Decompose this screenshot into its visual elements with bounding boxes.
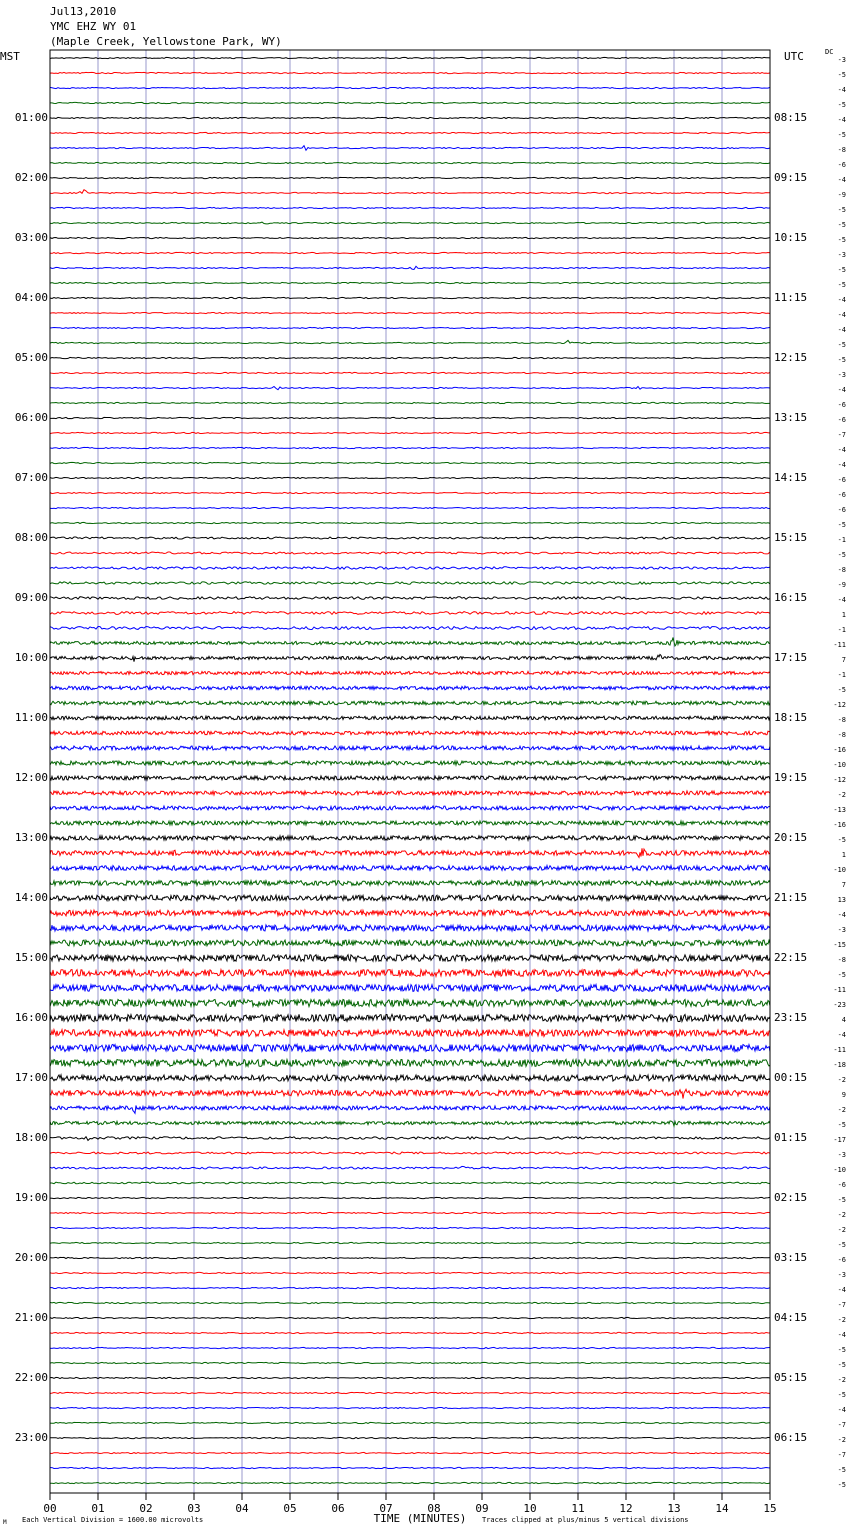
x-tick-label: 01 (91, 1502, 105, 1515)
seismic-trace (50, 266, 770, 269)
dc-offset-value: -11 (833, 1046, 846, 1054)
seismic-trace (50, 1302, 770, 1303)
dc-offset-value: -10 (833, 866, 846, 874)
dc-offset-value: -7 (837, 431, 846, 439)
dc-offset-value: -2 (837, 1211, 846, 1219)
dc-offset-value: -23 (833, 1001, 846, 1009)
seismic-trace (50, 567, 770, 569)
dc-offset-value: -4 (837, 461, 846, 469)
dc-offset-value: -6 (837, 506, 846, 514)
dc-offset-value: -8 (837, 731, 846, 739)
seismic-trace (50, 701, 770, 705)
x-tick-label: 11 (571, 1502, 585, 1515)
seismic-trace (50, 686, 770, 690)
seismic-trace (50, 222, 770, 224)
seismic-trace (50, 312, 770, 313)
mst-hour-label: 23:00 (14, 1431, 48, 1444)
dc-offset-value: -8 (837, 566, 846, 574)
mst-hour-label: 07:00 (14, 471, 48, 484)
seismic-trace (50, 477, 770, 478)
seismic-trace (50, 327, 770, 328)
dc-offset-value: -6 (837, 161, 846, 169)
dc-offset-value: 4 (841, 1016, 846, 1024)
dc-offset-value: -5 (837, 341, 846, 349)
seismic-trace (50, 117, 770, 118)
seismic-trace (50, 297, 770, 299)
dc-offset-value: -4 (837, 446, 846, 454)
clip-note: Traces clipped at plus/minus 5 vertical divisions (482, 1516, 689, 1524)
seismic-trace (50, 537, 770, 539)
seismic-trace (50, 836, 770, 840)
dc-offset-value: -5 (837, 521, 846, 529)
seismic-trace (50, 881, 770, 886)
seismic-trace (50, 1014, 770, 1021)
seismic-trace (50, 1392, 770, 1393)
mst-hour-label: 16:00 (14, 1011, 48, 1024)
x-tick-label: 15 (763, 1502, 777, 1515)
mst-hour-label: 09:00 (14, 591, 48, 604)
dc-offset-value: -6 (837, 491, 846, 499)
dc-offset-value: -4 (837, 116, 846, 124)
dc-offset-value: -8 (837, 956, 846, 964)
header-station: YMC EHZ WY 01 (50, 20, 137, 33)
seismic-trace (50, 1197, 770, 1198)
x-tick-label: 10 (523, 1502, 537, 1515)
seismic-trace (50, 1482, 770, 1483)
dc-offset-value: -5 (837, 1196, 846, 1204)
dc-offset-value: 9 (841, 1091, 846, 1099)
dc-offset-value: 1 (841, 611, 846, 619)
utc-hour-label: 09:15 (774, 171, 808, 184)
x-tick-label: 09 (475, 1502, 489, 1515)
seismic-trace (50, 340, 770, 343)
seismic-trace (50, 1121, 770, 1126)
dc-offset-value: 7 (841, 656, 846, 664)
utc-hour-label: 06:15 (774, 1431, 808, 1444)
x-axis-ticks (50, 1493, 770, 1500)
seismic-trace (50, 432, 770, 433)
dc-offset-value: -5 (837, 1121, 846, 1129)
seismic-trace (50, 612, 770, 615)
seismic-trace (50, 1437, 770, 1438)
mst-hour-label: 13:00 (14, 831, 48, 844)
utc-hour-label: 19:15 (774, 771, 808, 784)
utc-hour-label: 16:15 (774, 591, 808, 604)
dc-offset-value: -12 (833, 701, 846, 709)
dc-offset-value: -2 (837, 791, 846, 799)
x-tick-label: 02 (139, 1502, 153, 1515)
x-tick-label: 03 (187, 1502, 201, 1515)
utc-hour-label: 13:15 (774, 411, 808, 424)
seismic-trace (50, 252, 770, 253)
dc-offset-value: -5 (837, 206, 846, 214)
utc-hour-label: 21:15 (774, 891, 808, 904)
utc-hour-label: 12:15 (774, 351, 808, 364)
x-tick-label: 13 (667, 1502, 681, 1515)
dc-offset-value: -12 (833, 776, 846, 784)
dc-offset-value: -3 (837, 371, 846, 379)
seismic-trace (50, 806, 770, 810)
mst-hour-label: 12:00 (14, 771, 48, 784)
seismic-trace (50, 462, 770, 463)
seismic-trace (50, 1317, 770, 1318)
utc-hour-label: 02:15 (774, 1191, 808, 1204)
seismic-trace (50, 282, 770, 283)
seismic-trace (50, 671, 770, 674)
seismic-trace (50, 1059, 770, 1066)
dc-offset-value: -6 (837, 476, 846, 484)
utc-hour-label: 03:15 (774, 1251, 808, 1264)
dc-offset-value: -5 (837, 686, 846, 694)
seismic-trace (50, 1362, 770, 1363)
x-axis-title: TIME (MINUTES) (373, 1512, 467, 1525)
dc-offset-value: -5 (837, 281, 846, 289)
mst-hour-label: 08:00 (14, 531, 48, 544)
seismic-trace (50, 237, 770, 238)
dc-offset-value: -5 (837, 1361, 846, 1369)
x-tick-label: 14 (715, 1502, 729, 1515)
dc-offset-value: -4 (837, 1031, 846, 1039)
dc-offset-value: -11 (833, 641, 846, 649)
dc-offset-value: -18 (833, 1061, 846, 1069)
seismic-trace (50, 1227, 770, 1228)
dc-offset-value: -17 (833, 1136, 846, 1144)
seismic-trace (50, 1044, 770, 1051)
mst-hour-label: 04:00 (14, 291, 48, 304)
seismic-trace (50, 1166, 770, 1169)
mst-hour-label: 14:00 (14, 891, 48, 904)
dc-offset-value: -4 (837, 311, 846, 319)
seismic-trace (50, 72, 770, 73)
dc-offset-value: -5 (837, 131, 846, 139)
seismic-trace (50, 848, 770, 857)
dc-offset-value: -7 (837, 1301, 846, 1309)
dc-offset-value: -2 (837, 1106, 846, 1114)
mst-hour-label: 18:00 (14, 1131, 48, 1144)
dc-offset-value: -3 (837, 251, 846, 259)
dc-offset-value: -4 (837, 386, 846, 394)
dc-offset-value: -5 (837, 236, 846, 244)
mst-hour-label: 15:00 (14, 951, 48, 964)
dc-offset-value: -5 (837, 71, 846, 79)
utc-hour-label: 18:15 (774, 711, 808, 724)
utc-hour-label: 10:15 (774, 231, 808, 244)
left-timezone-label: MST (0, 50, 20, 63)
dc-offset-value: -6 (837, 416, 846, 424)
seismic-trace (50, 1287, 770, 1288)
dc-offset-value: -1 (837, 626, 846, 634)
utc-hour-label: 17:15 (774, 651, 808, 664)
seismic-trace (50, 492, 770, 493)
dc-offset-value: -8 (837, 716, 846, 724)
seismic-trace (50, 716, 770, 720)
dc-offset-value: -3 (837, 56, 846, 64)
utc-hour-label: 14:15 (774, 471, 808, 484)
seismic-trace (50, 57, 770, 58)
seismic-trace (50, 207, 770, 208)
x-tick-label: 05 (283, 1502, 297, 1515)
seismic-trace (50, 895, 770, 901)
utc-hour-label: 11:15 (774, 291, 808, 304)
seismic-trace (50, 985, 770, 992)
utc-hour-label: 15:15 (774, 531, 808, 544)
seismic-trace (50, 417, 770, 418)
seismic-trace (50, 1242, 770, 1243)
dc-offset-value: -4 (837, 176, 846, 184)
seismic-trace (50, 1422, 770, 1423)
seismic-trace (50, 955, 770, 961)
dc-offset-value: -6 (837, 401, 846, 409)
seismic-trace (50, 102, 770, 103)
dc-offset-value: -15 (833, 941, 846, 949)
x-tick-label: 04 (235, 1502, 249, 1515)
dc-offset-value: -5 (837, 221, 846, 229)
seismic-trace (50, 132, 770, 133)
dc-offset-value: -8 (837, 146, 846, 154)
seismic-trace (50, 1452, 770, 1453)
dc-offset-value: -5 (837, 1241, 846, 1249)
dc-offset-value: -16 (833, 821, 846, 829)
x-tick-label: 12 (619, 1502, 633, 1515)
dc-offset-value: -3 (837, 926, 846, 934)
scale-note: Each Vertical Division = 1600.00 microvolts (22, 1516, 204, 1524)
dc-offset-value: -5 (837, 836, 846, 844)
mst-hour-label: 17:00 (14, 1071, 48, 1084)
dc-offset-value: -10 (833, 1166, 846, 1174)
x-tick-label: 06 (331, 1502, 345, 1515)
dc-offset-value: -5 (837, 1391, 846, 1399)
utc-hour-label: 08:15 (774, 111, 808, 124)
seismic-trace (50, 447, 770, 448)
utc-hour-label: 22:15 (774, 951, 808, 964)
mst-hour-label: 03:00 (14, 231, 48, 244)
plot-frame (50, 50, 770, 1493)
dc-offset-value: -5 (837, 971, 846, 979)
seismic-trace (50, 1075, 770, 1081)
seismic-trace (50, 552, 770, 554)
seismic-trace (50, 372, 770, 373)
seismic-trace (50, 1089, 770, 1098)
seismic-trace (50, 791, 770, 795)
seismic-trace (50, 177, 770, 178)
dc-offset-value: 7 (841, 881, 846, 889)
time-grid (50, 50, 770, 1493)
dc-offset-value: -10 (833, 761, 846, 769)
mst-hour-label: 21:00 (14, 1311, 48, 1324)
dc-offset-value: -5 (837, 266, 846, 274)
utc-hour-label: 20:15 (774, 831, 808, 844)
utc-hour-label: 05:15 (774, 1371, 808, 1384)
dc-offset-value: -4 (837, 1286, 846, 1294)
seismic-trace (50, 655, 770, 662)
dc-offset-value: 1 (841, 851, 846, 859)
footer-mark: M (3, 1519, 7, 1526)
seismic-trace (50, 597, 770, 600)
mst-hour-label: 02:00 (14, 171, 48, 184)
dc-offset-value: -4 (837, 596, 846, 604)
seismic-trace (50, 731, 770, 735)
seismic-trace (50, 776, 770, 780)
dc-offset-value: -6 (837, 1181, 846, 1189)
dc-offset-value: -2 (837, 1436, 846, 1444)
seismic-trace (50, 761, 770, 765)
utc-hour-label: 23:15 (774, 1011, 808, 1024)
dc-offset-value: -4 (837, 911, 846, 919)
seismic-trace (50, 1257, 770, 1258)
dc-offset-value: 13 (837, 896, 846, 904)
dc-offset-value: -7 (837, 1421, 846, 1429)
seismic-trace (50, 190, 770, 194)
seismic-trace (50, 1106, 770, 1114)
seismic-trace (50, 1182, 770, 1184)
utc-hour-label: 01:15 (774, 1131, 808, 1144)
dc-offset-value: -4 (837, 1331, 846, 1339)
dc-offset-value: -6 (837, 1256, 846, 1264)
seismic-trace (50, 821, 770, 825)
seismic-trace (50, 146, 770, 151)
seismic-traces (50, 57, 770, 1483)
seismic-trace (50, 87, 770, 88)
mst-hour-label: 11:00 (14, 711, 48, 724)
seismic-trace (50, 1407, 770, 1408)
seismic-trace (50, 1272, 770, 1273)
seismic-trace (50, 1152, 770, 1154)
seismic-trace (50, 1137, 770, 1141)
dc-offset-value: -5 (837, 1481, 846, 1489)
dc-offset-value: -4 (837, 296, 846, 304)
dc-offset-header: DC (825, 48, 834, 56)
seismic-trace (50, 940, 770, 946)
seismic-trace (50, 925, 770, 931)
dc-offset-value: -11 (833, 986, 846, 994)
dc-offset-value: -3 (837, 1151, 846, 1159)
seismic-trace (50, 522, 770, 523)
dc-offset-value: -1 (837, 536, 846, 544)
seismic-trace (50, 746, 770, 750)
dc-offset-value: -4 (837, 1406, 846, 1414)
dc-offset-value: -2 (837, 1316, 846, 1324)
dc-offset-value: -2 (837, 1076, 846, 1084)
seismic-trace (50, 1212, 770, 1213)
dc-offset-value: -5 (837, 356, 846, 364)
x-tick-label: 00 (43, 1502, 57, 1515)
dc-offset-value: -4 (837, 86, 846, 94)
seismic-trace (50, 1467, 770, 1468)
seismic-trace (50, 1377, 770, 1378)
mst-hour-label: 20:00 (14, 1251, 48, 1264)
dc-offset-value: -2 (837, 1226, 846, 1234)
dc-offset-value: -5 (837, 1466, 846, 1474)
seismic-trace (50, 357, 770, 358)
utc-hour-label: 00:15 (774, 1071, 808, 1084)
mst-hour-label: 19:00 (14, 1191, 48, 1204)
seismic-trace (50, 999, 770, 1006)
dc-offset-value: -5 (837, 101, 846, 109)
seismic-trace (50, 1332, 770, 1333)
header-date: Jul13,2010 (50, 5, 117, 18)
dc-offset-value: -2 (837, 1376, 846, 1384)
mst-hour-label: 01:00 (14, 111, 48, 124)
dc-offset-value: -9 (837, 191, 846, 199)
seismic-trace (50, 1030, 770, 1037)
dc-offset-value: -13 (833, 806, 846, 814)
header-location: (Maple Creek, Yellowstone Park, WY) (50, 35, 282, 48)
x-tick-label: 07 (379, 1502, 393, 1515)
seismic-trace (50, 627, 770, 630)
x-tick-label: 08 (427, 1502, 441, 1515)
seismic-trace (50, 1347, 770, 1348)
seismic-trace (50, 866, 770, 871)
seismic-trace (50, 507, 770, 508)
dc-offset-value: -3 (837, 1271, 846, 1279)
utc-hour-label: 04:15 (774, 1311, 808, 1324)
seismic-trace (50, 162, 770, 163)
dc-offset-value: -5 (837, 1346, 846, 1354)
seismic-trace (50, 638, 770, 646)
dc-offset-value: -1 (837, 671, 846, 679)
seismic-trace (50, 970, 770, 977)
seismic-trace (50, 910, 770, 916)
right-timezone-label: UTC (784, 50, 804, 63)
mst-hour-label: 10:00 (14, 651, 48, 664)
dc-offset-value: -9 (837, 581, 846, 589)
dc-offset-value: -16 (833, 746, 846, 754)
seismic-trace (50, 387, 770, 390)
seismic-trace (50, 582, 770, 584)
mst-hour-label: 05:00 (14, 351, 48, 364)
dc-offset-value: -4 (837, 326, 846, 334)
mst-hour-label: 06:00 (14, 411, 48, 424)
seismic-trace (50, 402, 770, 403)
dc-offset-value: -5 (837, 551, 846, 559)
mst-hour-label: 22:00 (14, 1371, 48, 1384)
dc-offset-value: -7 (837, 1451, 846, 1459)
